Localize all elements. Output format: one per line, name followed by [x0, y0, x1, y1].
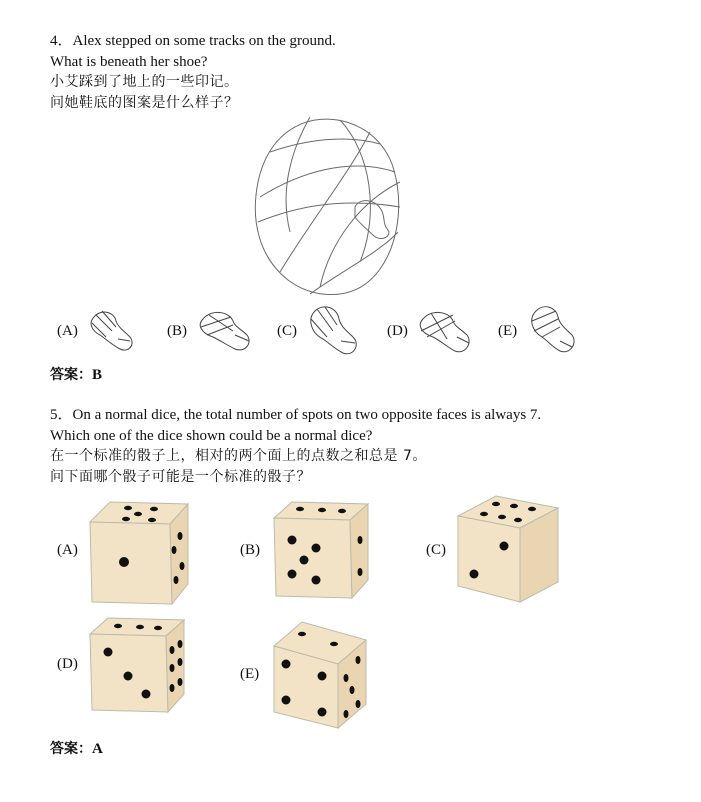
q5-answer-value: A — [92, 741, 103, 757]
q5-english-2: Which one of the dice shown could be a normal dice? — [50, 428, 373, 444]
q4-answer-label: 答案： — [50, 367, 92, 383]
q4-option-a-label[interactable]: (A) — [57, 323, 78, 339]
q5-answer — [50, 738, 103, 758]
q4-option-e-shoe-icon[interactable] — [528, 305, 578, 355]
q4-number: 4． — [50, 33, 73, 49]
q4-option-c-label[interactable]: (C) — [277, 323, 297, 339]
q5-chinese-2: 问下面哪个骰子可能是一个标准的骰子？ — [50, 469, 311, 485]
q4-answer-value: B — [92, 367, 103, 383]
q5-answer-label: 答案： — [50, 741, 92, 757]
q4-option-b-label[interactable]: (B) — [167, 323, 187, 339]
q5-chinese-1: 在一个标准的骰子上，相对的两个面上的点数之和总是 7。 — [50, 448, 427, 464]
q5-option-b-dice[interactable] — [272, 500, 370, 600]
q4-option-d-shoe-icon[interactable] — [417, 309, 473, 355]
q5-option-c-label[interactable]: (C) — [426, 542, 446, 558]
q5-english-1: On a normal dice, the total number of spots on two opposite faces is always 7. — [72, 407, 542, 423]
q5-number: 5． — [50, 407, 73, 423]
q4-option-d-label[interactable]: (D) — [387, 323, 408, 339]
q4-chinese-1: 小艾踩到了地上的一些印记。 — [50, 74, 239, 90]
shoe-track-illustration — [250, 112, 410, 302]
q5-option-c-dice[interactable] — [456, 494, 560, 604]
q5-option-e-dice[interactable] — [272, 620, 368, 730]
q4-answer — [50, 364, 102, 384]
q4-chinese-2: 问她鞋底的图案是什么样子？ — [50, 95, 239, 111]
q5-option-b-label[interactable]: (B) — [240, 542, 260, 558]
q5-option-a-dice[interactable] — [88, 500, 190, 606]
q4-english-2: What is beneath her shoe? — [50, 54, 208, 70]
q4-option-e-label[interactable]: (E) — [498, 323, 518, 339]
q4-option-a-shoe-icon[interactable] — [88, 309, 136, 353]
q5-option-a-label[interactable]: (A) — [57, 542, 78, 558]
q4-option-b-shoe-icon[interactable] — [197, 309, 253, 353]
q4-option-c-shoe-icon[interactable] — [307, 305, 361, 357]
q5-option-d-label[interactable]: (D) — [57, 656, 78, 672]
q5-option-e-label[interactable]: (E) — [240, 666, 260, 682]
q5-option-d-dice[interactable] — [88, 616, 186, 714]
q5-text-line-1 — [50, 405, 541, 425]
q4-text-line-1 — [50, 31, 336, 51]
q4-english-1: Alex stepped on some tracks on the ground. — [72, 33, 336, 49]
